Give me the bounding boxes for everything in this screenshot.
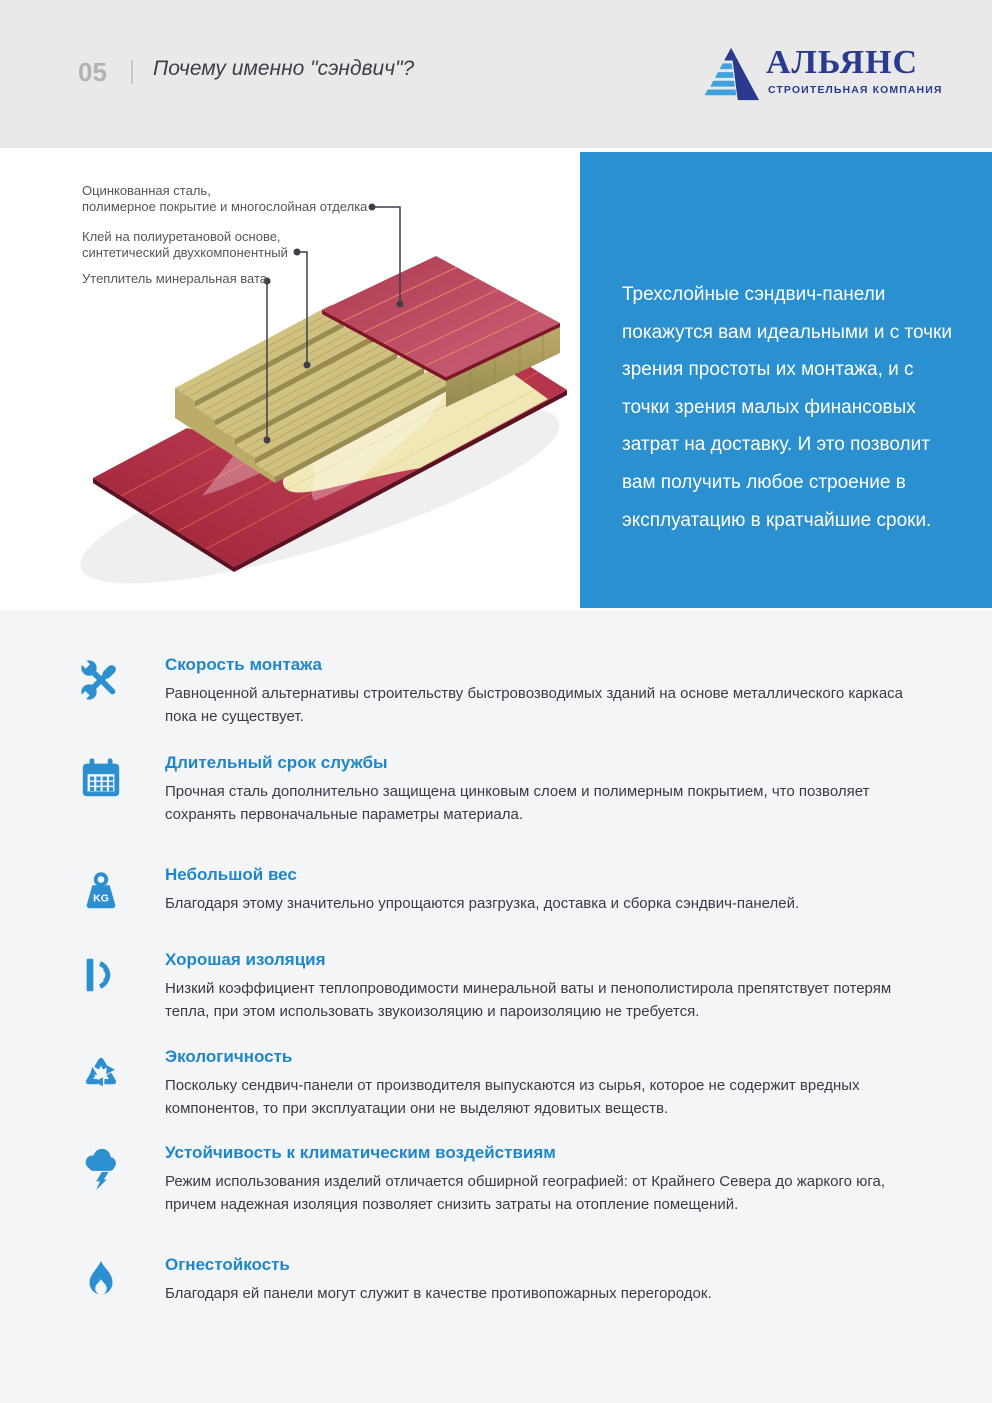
intro-text: Трехслойные сэндвич-панели покажутся вам идеальными и с точки зрения простоты их монтажа, и с точки зрения малых финансовых затрат на доставку. И это позволит вам получить любое строение в эксплуатацию в кратчайшие сроки. — [622, 284, 952, 531]
page-header — [0, 0, 992, 148]
feature-eco — [0, 1047, 992, 1120]
diagram-label-wool: Утеплитель минеральная вата — [82, 271, 267, 286]
header-divider — [131, 60, 133, 84]
svg-text:KG: KG — [93, 892, 109, 905]
tools-icon — [78, 657, 124, 703]
feature-weight — [0, 865, 992, 916]
feature-title: Устойчивость к климатическим воздействиям — [165, 1143, 556, 1162]
feature-text: Благодаря этому значительно упрощаются разгрузка, доставка и сборка сэндвич-панелей. — [165, 895, 800, 912]
feature-text: Низкий коэффициент теплопроводимости минеральной ваты и пенополистирола препятствует потерям тепла, при этом использовать звукоизоляцию и пароизоляцию не требуется. — [165, 980, 892, 1020]
feature-speed — [0, 655, 992, 728]
pyramid-icon — [702, 46, 760, 102]
main-section — [0, 148, 992, 610]
climate-icon — [78, 1145, 124, 1191]
feature-title: Небольшой вес — [165, 865, 297, 884]
insulation-icon — [78, 952, 124, 998]
diagram-label-steel: Оцинкованная сталь, полимерное покрытие и многослойная отделка — [82, 183, 368, 214]
feature-title: Длительный срок службы — [165, 753, 388, 772]
recycle-icon — [78, 1049, 124, 1095]
feature-title: Огнестойкость — [165, 1255, 290, 1274]
feature-climate — [0, 1143, 992, 1216]
fire-icon — [78, 1257, 124, 1303]
feature-text: Прочная сталь дополнительно защищена цинковым слоем и полимерным покрытием, что позволяет сохранять первоначальные параметры материала. — [165, 783, 870, 823]
feature-insulation — [0, 950, 992, 1023]
feature-title: Скорость монтажа — [165, 655, 322, 674]
company-logo — [702, 44, 943, 106]
calendar-icon — [78, 755, 124, 801]
page-number: 05 — [78, 57, 107, 87]
feature-title: Экологичность — [165, 1047, 293, 1066]
logo-name: АЛЬЯНС — [766, 44, 919, 81]
feature-text: Равноценной альтернативы строительству быстровозводимых зданий на основе металлического каркаса пока не существует. — [165, 685, 904, 725]
feature-service-life — [0, 753, 992, 826]
page-title: Почему именно "сэндвич"? — [153, 57, 415, 80]
weight-icon — [78, 867, 124, 913]
features-section — [0, 610, 992, 1403]
feature-title: Хорошая изоляция — [165, 950, 326, 969]
diagram-label-adhesive: Клей на полиуретановой основе, синтетический двухкомпонентный — [82, 229, 288, 260]
feature-fire — [0, 1255, 992, 1306]
feature-text: Поскольку сендвич-панели от производителя выпускаются из сырья, которое не содержит вредных компонентов, то при эксплуатации они не выделяют ядовитых веществ. — [165, 1077, 860, 1117]
intro-panel — [580, 152, 992, 608]
feature-text: Благодаря ей панели могут служит в качестве противопожарных перегородок. — [165, 1285, 712, 1302]
feature-text: Режим использования изделий отличается обширной географией: от Крайнего Севера до жаркого юга, причем надежная изоляция позволяет снизить затраты на отопление помещений. — [165, 1173, 886, 1213]
logo-tagline: СТРОИТЕЛЬНАЯ КОМПАНИЯ — [768, 84, 943, 96]
